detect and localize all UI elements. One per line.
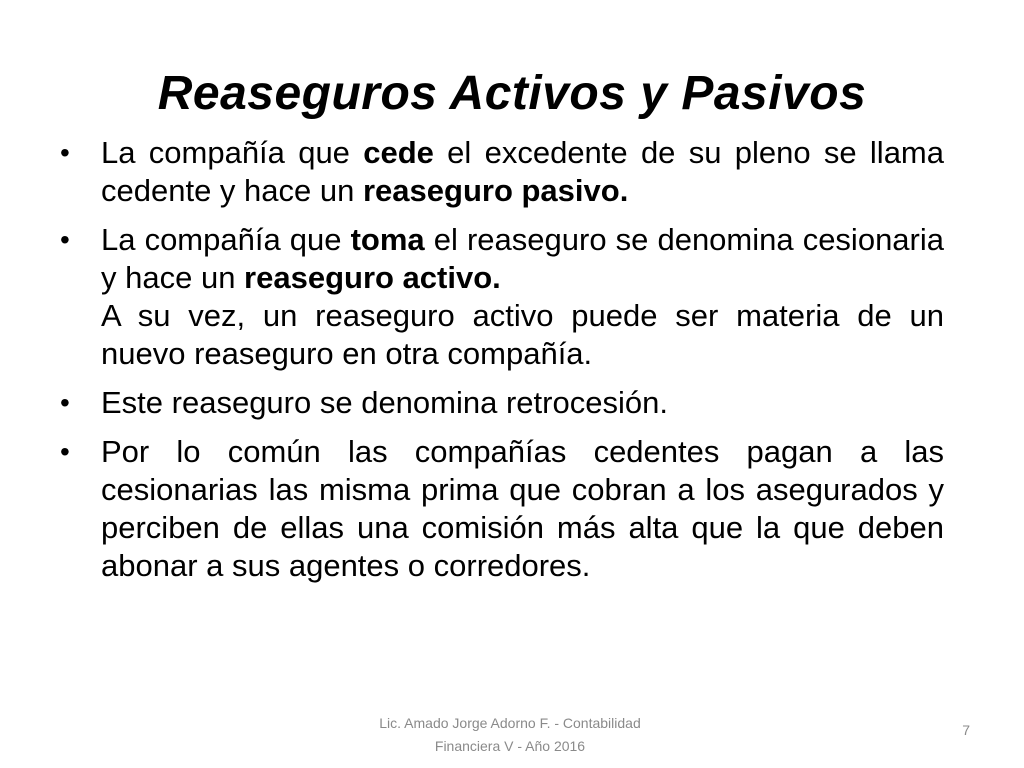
- slide-title: Reaseguros Activos y Pasivos: [157, 67, 867, 120]
- bullet-icon: •: [60, 224, 70, 255]
- bullet-text: [101, 222, 944, 371]
- bullet-item: [60, 384, 944, 422]
- bullet-icon: •: [60, 436, 70, 467]
- bold-segment: reaseguro pasivo.: [362, 173, 629, 208]
- bullet-icon: •: [60, 137, 70, 168]
- bold-segment: cede: [363, 135, 434, 170]
- bold-segment: toma: [350, 222, 425, 257]
- bullet-text: [101, 385, 668, 420]
- footer-line-2: Financiera V - Año 2016: [434, 738, 586, 754]
- bullet-text: [101, 135, 944, 208]
- text-segment: La compañía que: [101, 135, 364, 170]
- bold-segment: reaseguro activo.: [244, 260, 501, 295]
- text-segment: Por lo común las compañías cedentes pagan a las cesionarias las misma prima que cobran a los asegurados y perciben de ellas una comisión más alta que la que deben abonar a sus agentes o corredores.: [101, 434, 944, 583]
- bullet-text: [101, 434, 944, 583]
- slide-footer: [340, 712, 680, 758]
- bullet-icon: •: [60, 387, 70, 418]
- bullet-list: [60, 134, 944, 596]
- text-segment: La compañía que: [101, 222, 351, 257]
- bullet-item: [60, 134, 944, 210]
- page-number: 7: [962, 722, 970, 738]
- bullet-item: [60, 221, 944, 373]
- text-segment: A su vez, un reaseguro activo puede ser materia de un nuevo reaseguro en otra compañía.: [101, 298, 944, 371]
- text-segment: Este reaseguro se denomina retrocesión.: [101, 385, 668, 420]
- footer-line-1: Lic. Amado Jorge Adorno F. - Contabilidad: [379, 715, 641, 731]
- text-segment: el excedente de su pleno se llama cedente y hace un: [101, 135, 944, 208]
- text-segment: el reaseguro se denomina cesionaria y hace un: [101, 222, 944, 295]
- bullet-item: [60, 433, 944, 585]
